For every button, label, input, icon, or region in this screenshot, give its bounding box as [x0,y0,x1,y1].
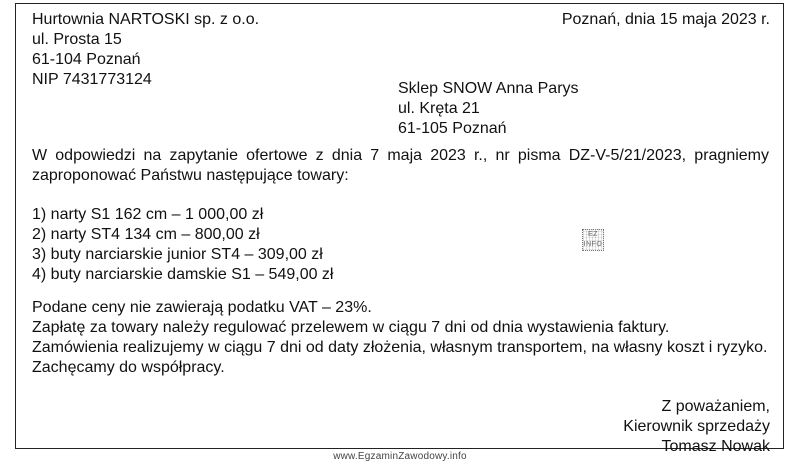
list-item: 3) buty narciarskie junior ST4 – 309,00 zł [32,246,323,263]
watermark-stamp [582,229,604,251]
sender-city: 61-104 Poznań [32,51,141,68]
intro-paragraph: W odpowiedzi na zapytanie ofertowe z dnia 7 maja 2023 r., nr pisma DZ-V-5/21/2023, pragniemy zaproponować Państwu następujące towary: [32,147,769,184]
watermark-text: EZ INFO [583,231,603,248]
note-delivery: Zamówienia realizujemy w ciągu 7 dni od daty złożenia, własnym transportem, na własny koszt i ryzyko. [32,339,768,356]
list-item: 1) narty S1 162 cm – 1 000,00 zł [32,206,264,223]
item-list [32,205,333,285]
closing-title: Kierownik sprzedaży [623,418,770,435]
recipient-city: 61-105 Poznań [398,120,507,137]
list-item: 4) buty narciarskie damskie S1 – 549,00 zł [32,266,334,283]
recipient-street: ul. Kręta 21 [398,100,480,117]
footer-url: www.EgzaminZawodowy.info [333,451,467,462]
closing-greeting: Z poważaniem, [661,398,770,415]
sender-block [32,10,259,90]
note-vat: Podane ceny nie zawierają podatku VAT – 23%. [32,299,372,316]
recipient-name: Sklep SNOW Anna Parys [398,80,579,97]
date-place: Poznań, dnia 15 maja 2023 r. [561,11,770,28]
closing-block [623,397,770,457]
recipient-block [398,79,579,139]
notes-block [32,298,769,378]
sender-street: ul. Prosta 15 [32,31,122,48]
sender-company: Hurtownia NARTOSKI sp. z o.o. [32,11,260,28]
sender-nip: NIP 7431773124 [32,71,152,88]
note-payment: Zapłatę za towary należy regulować przelewem w ciągu 7 dni od dnia wystawienia faktury. [32,319,670,336]
closing-name: Tomasz Nowak [661,438,770,455]
list-item: 2) narty ST4 134 cm – 800,00 zł [32,226,260,243]
note-closing-invite: Zachęcamy do współpracy. [32,359,225,376]
